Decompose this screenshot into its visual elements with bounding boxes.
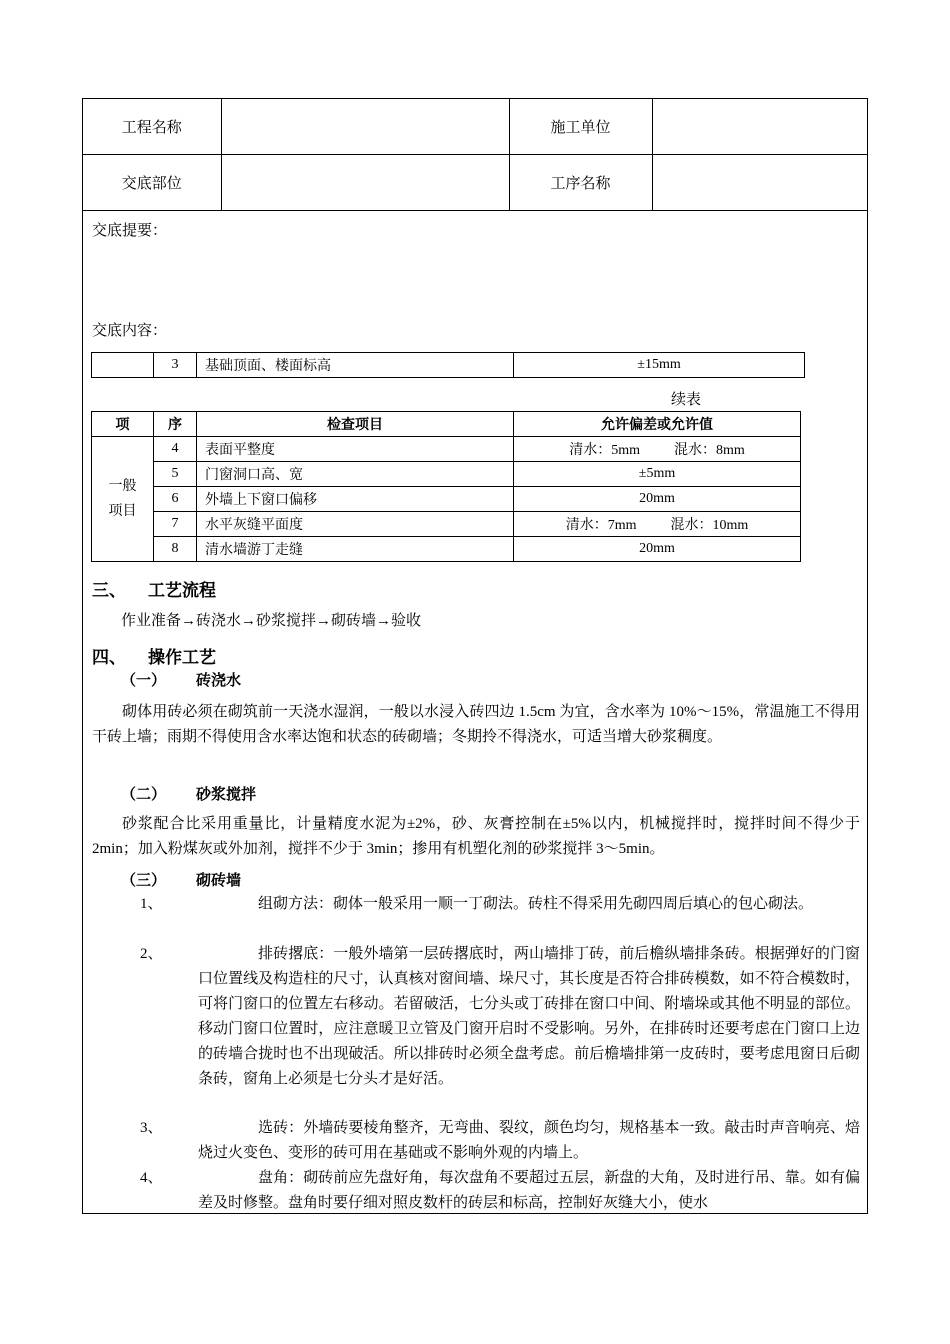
row-number: 8 — [154, 537, 197, 562]
list-item-number: 1、 — [140, 896, 163, 912]
check-item: 外墙上下窗口偏移 — [197, 487, 514, 512]
list-item-number: 4、 — [140, 1170, 163, 1186]
table-header-row — [92, 412, 801, 437]
row-number: 3 — [154, 353, 197, 378]
row-number: 4 — [154, 437, 197, 462]
process-flow: 作业准备→砖浇水→砂浆搅拌→砌砖墙→验收 — [121, 613, 422, 629]
check-item: 门窗洞口高、宽 — [197, 462, 514, 487]
header-tolerance: 允许偏差或允许值 — [514, 412, 801, 437]
subsection-2-number: （二） — [121, 786, 167, 803]
table-row — [92, 437, 801, 462]
category-cell — [92, 353, 154, 378]
process-label: 工序名称 — [509, 155, 652, 211]
check-table — [91, 411, 801, 562]
group-label — [92, 437, 154, 562]
subsection-1-title: 砖浇水 — [196, 672, 242, 689]
project-name-field[interactable] — [221, 99, 509, 155]
list-item-text: 选砖：外墙砖要棱角整齐，无弯曲、裂纹，颜色均匀，规格基本一致。敲击时声音响亮、焙烧过火变色、变形的砖可用在基础或不影响外观的内墙上。 — [198, 1120, 860, 1161]
list-item-text: 排砖撂底：一般外墙第一层砖撂底时，两山墙排丁砖，前后檐纵墙排条砖。根据弹好的门窗口位置线及构造柱的尺寸，认真核对窗间墙、垛尺寸，其长度是否符合排砖模数，如不符合模数时，可将门窗口的位置左右移动。若留破活，七分头或丁砖排在窗口中间、附墙垛或其他不明显的部位。移动门窗口位置时，应注意暖卫立管及门窗开启时不受影响。另外，在排砖时还要考虑在门窗口上边的砖墙合拢时也不出现破活。所以排砖时必须全盘考虑。前后檐墙排第一皮砖时，要考虑甩窗日后砌条砖，窗角上必须是七分头才是好活。 — [198, 946, 860, 1087]
check-item: 表面平整度 — [197, 437, 514, 462]
document-frame — [82, 98, 868, 1214]
subsection-1-number: （一） — [121, 672, 167, 689]
tolerance-a: 清水：5mm — [569, 443, 640, 458]
location-field[interactable] — [221, 155, 509, 211]
table-row — [92, 462, 801, 487]
table-row — [92, 512, 801, 537]
list-item-text: 盘角：砌砖前应先盘好角，每次盘角不要超过五层，新盘的大角，及时进行吊、靠。如有偏差及时修整。盘角时要仔细对照皮数杆的砖层和标高，控制好灰缝大小，使水 — [198, 1170, 860, 1211]
subsection-3-number: （三） — [121, 872, 167, 889]
tolerance-value: 20mm — [514, 537, 801, 562]
list-item — [140, 942, 860, 1117]
tolerance-b: 混水：8mm — [674, 443, 745, 458]
subsection-2-text: 砂浆配合比采用重量比，计量精度水泥为±2%，砂、灰膏控制在±5%以内，机械搅拌时，搅拌时间不得少于 2min；加入粉煤灰或外加剂，搅拌不少于 3min；掺用有机塑化剂的砂浆搅拌 3～5min。 — [92, 816, 860, 857]
subsection-3-title: 砌砖墙 — [196, 872, 242, 889]
continued-label: 续表 — [671, 392, 702, 408]
contractor-field[interactable] — [652, 99, 867, 155]
row-number: 7 — [154, 512, 197, 537]
subsection-2-title: 砂浆搅拌 — [196, 786, 257, 803]
list-item-text: 组砌方法：砌体一般采用一顺一丁砌法。砖柱不得采用先砌四周后填心的包心砌法。 — [258, 896, 814, 912]
process-field[interactable] — [652, 155, 867, 211]
content-label: 交底内容： — [92, 323, 168, 339]
tolerance-value: 20mm — [514, 487, 801, 512]
table-row — [92, 537, 801, 562]
subsection-1-heading — [121, 669, 241, 690]
header-category: 项 — [92, 412, 154, 437]
check-item: 清水墙游丁走缝 — [197, 537, 514, 562]
tolerance-b: 混水：10mm — [670, 518, 749, 533]
header-number: 序 — [154, 412, 197, 437]
subsection-3-heading — [121, 869, 241, 890]
section-3-title: 工艺流程 — [148, 581, 216, 600]
subsection-2-heading — [121, 783, 256, 804]
project-name-label: 工程名称 — [83, 99, 221, 155]
list-item — [140, 1116, 860, 1166]
tolerance-value — [514, 437, 801, 462]
section-4-number: 四、 — [92, 648, 126, 667]
section-3-heading — [92, 576, 216, 601]
tolerance-value — [514, 512, 801, 537]
list-item-number: 2、 — [140, 946, 163, 962]
header-table — [83, 99, 867, 211]
list-item-number: 3、 — [140, 1120, 163, 1136]
check-item: 水平灰缝平面度 — [197, 512, 514, 537]
group-label-line2: 项目 — [108, 504, 137, 519]
location-label: 交底部位 — [83, 155, 221, 211]
tolerance-value: ±5mm — [514, 462, 801, 487]
top-tolerance-table — [91, 352, 805, 378]
check-item: 基础顶面、楼面标高 — [197, 353, 514, 378]
table-row — [92, 487, 801, 512]
header-check-item: 检查项目 — [197, 412, 514, 437]
section-4-title: 操作工艺 — [148, 648, 216, 667]
tolerance-a: 清水：7mm — [565, 518, 637, 533]
group-label-line1: 一般 — [108, 479, 137, 494]
list-item — [140, 892, 860, 942]
summary-label: 交底提要： — [92, 223, 168, 239]
row-number: 6 — [154, 487, 197, 512]
section-4-heading — [92, 643, 216, 668]
tolerance-value: ±15mm — [514, 353, 805, 378]
table-row — [92, 353, 805, 378]
subsection-1-text: 砌体用砖必须在砌筑前一天浇水湿润，一般以水浸入砖四边 1.5cm 为宜，含水率为 10%～15%，常温施工不得用干砖上墙；雨期不得使用含水率达饱和状态的砖砌墙；冬期拎不得浇水，可适当增大砂浆稠度。 — [92, 704, 860, 745]
row-number: 5 — [154, 462, 197, 487]
contractor-label: 施工单位 — [509, 99, 652, 155]
list-item — [140, 1166, 860, 1214]
section-3-number: 三、 — [92, 581, 126, 600]
